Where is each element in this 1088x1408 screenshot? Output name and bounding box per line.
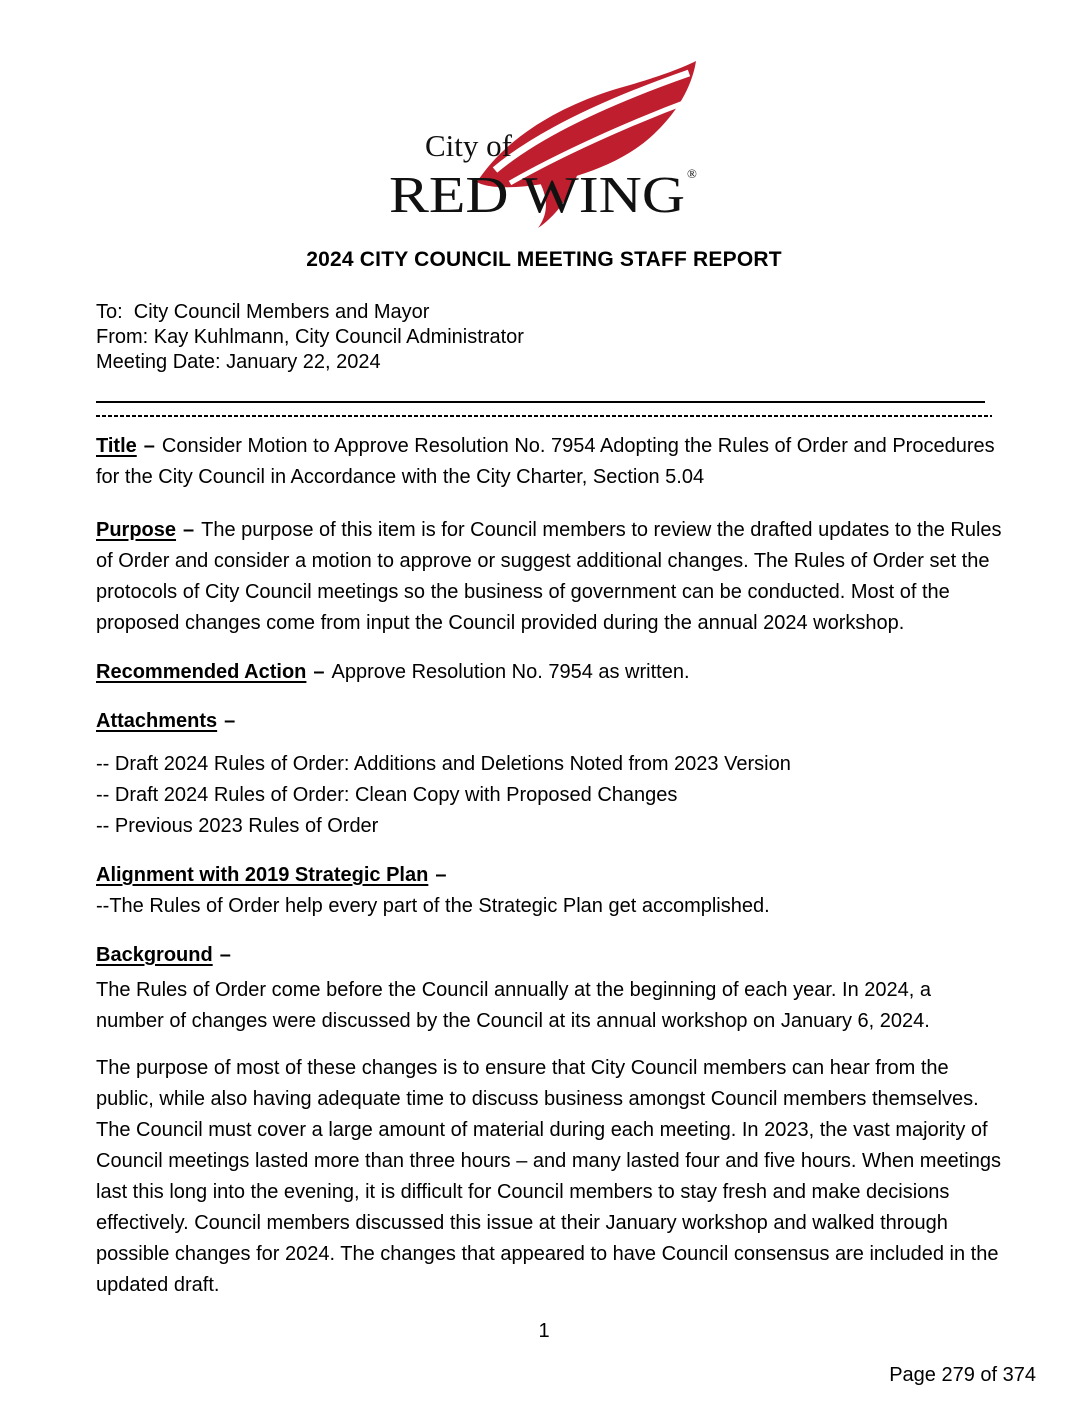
red-wing-logo-graphic bbox=[388, 60, 700, 232]
footer-pagination: Page 279 of 374 bbox=[889, 1364, 1036, 1386]
purpose-heading: Purpose bbox=[96, 519, 177, 541]
memo-to-line: To: City Council Members and Mayor bbox=[96, 301, 430, 323]
background-heading: Background bbox=[96, 944, 213, 966]
memo-date-line: Meeting Date: January 22, 2024 bbox=[96, 351, 381, 373]
attachments-list bbox=[96, 749, 1002, 842]
footer-page-number: 1 bbox=[538, 1320, 550, 1342]
purpose-body: The purpose of this item is for Council members to review the drafted updates to the Rules of Order and consider a motion to approve or suggest additional changes. The Rules of Order set the protocols of City Council meetings so the business of government can be conducted. Most of the proposed changes come from input the Council provided during the annual 2024 workshop. bbox=[96, 519, 1002, 634]
divider-dashed-line bbox=[96, 415, 992, 417]
heading-dash: – bbox=[183, 519, 195, 541]
section-purpose bbox=[96, 515, 1002, 639]
memo-from-line: From: Kay Kuhlmann, City Council Administrator bbox=[96, 326, 524, 348]
background-paragraph-2: The purpose of most of these changes is to ensure that City Council members can hear from the public, while also having adequate time to discuss business amongst Council members themselves. The Council must cover a large amount of material during each meeting. In 2023, the vast majority of Council meetings lasted more than three hours – and many lasted four and five hours. When meetings last this long into the evening, it is difficult for Council members to stay fresh and make decisions effectively. Council members discussed this issue at their January workshop and walked through possible changes for 2024. The changes that appeared to have Council consensus are included in the updated draft. bbox=[96, 1057, 1001, 1296]
section-recommended-action bbox=[96, 657, 1002, 688]
attachment-item: -- Previous 2023 Rules of Order bbox=[96, 815, 379, 837]
attachment-item: -- Draft 2024 Rules of Order: Additions and Deletions Noted from 2023 Version bbox=[96, 753, 791, 775]
title-heading: Title bbox=[96, 435, 137, 457]
section-background-heading bbox=[96, 940, 1002, 971]
heading-dash: – bbox=[219, 944, 231, 966]
heading-dash: – bbox=[313, 661, 325, 683]
section-alignment-heading bbox=[96, 860, 1002, 891]
attachments-heading: Attachments bbox=[96, 710, 218, 732]
section-title bbox=[96, 431, 1002, 493]
report-title: 2024 CITY COUNCIL MEETING STAFF REPORT bbox=[306, 248, 782, 271]
recommended-action-body: Approve Resolution No. 7954 as written. bbox=[331, 661, 690, 683]
title-body: Consider Motion to Approve Resolution No. 7954 Adopting the Rules of Order and Procedures for the City Council in Accordance with the City Charter, Section 5.04 bbox=[96, 435, 995, 488]
divider-solid-line bbox=[96, 401, 985, 403]
alignment-heading: Alignment with 2019 Strategic Plan bbox=[96, 864, 429, 886]
heading-dash: – bbox=[143, 435, 155, 457]
attachment-item: -- Draft 2024 Rules of Order: Clean Copy with Proposed Changes bbox=[96, 784, 678, 806]
recommended-action-heading: Recommended Action bbox=[96, 661, 307, 683]
background-paragraph-1: The Rules of Order come before the Council annually at the beginning of each year. In 2024, a number of changes were discussed by the Council at its annual workshop on January 6, 2024. bbox=[96, 979, 931, 1032]
document-body bbox=[0, 300, 1088, 1301]
logo-red-wing-text: RED WING bbox=[389, 167, 685, 224]
registered-trademark-icon: ® bbox=[687, 166, 697, 181]
heading-dash: – bbox=[435, 864, 447, 886]
section-attachments-heading bbox=[96, 706, 1002, 737]
city-of-red-wing-logo bbox=[388, 60, 700, 232]
memo-header bbox=[96, 300, 1002, 375]
heading-dash: – bbox=[224, 710, 236, 732]
alignment-body: --The Rules of Order help every part of the Strategic Plan get accomplished. bbox=[96, 895, 770, 917]
logo-city-of-text: City of bbox=[425, 128, 512, 163]
